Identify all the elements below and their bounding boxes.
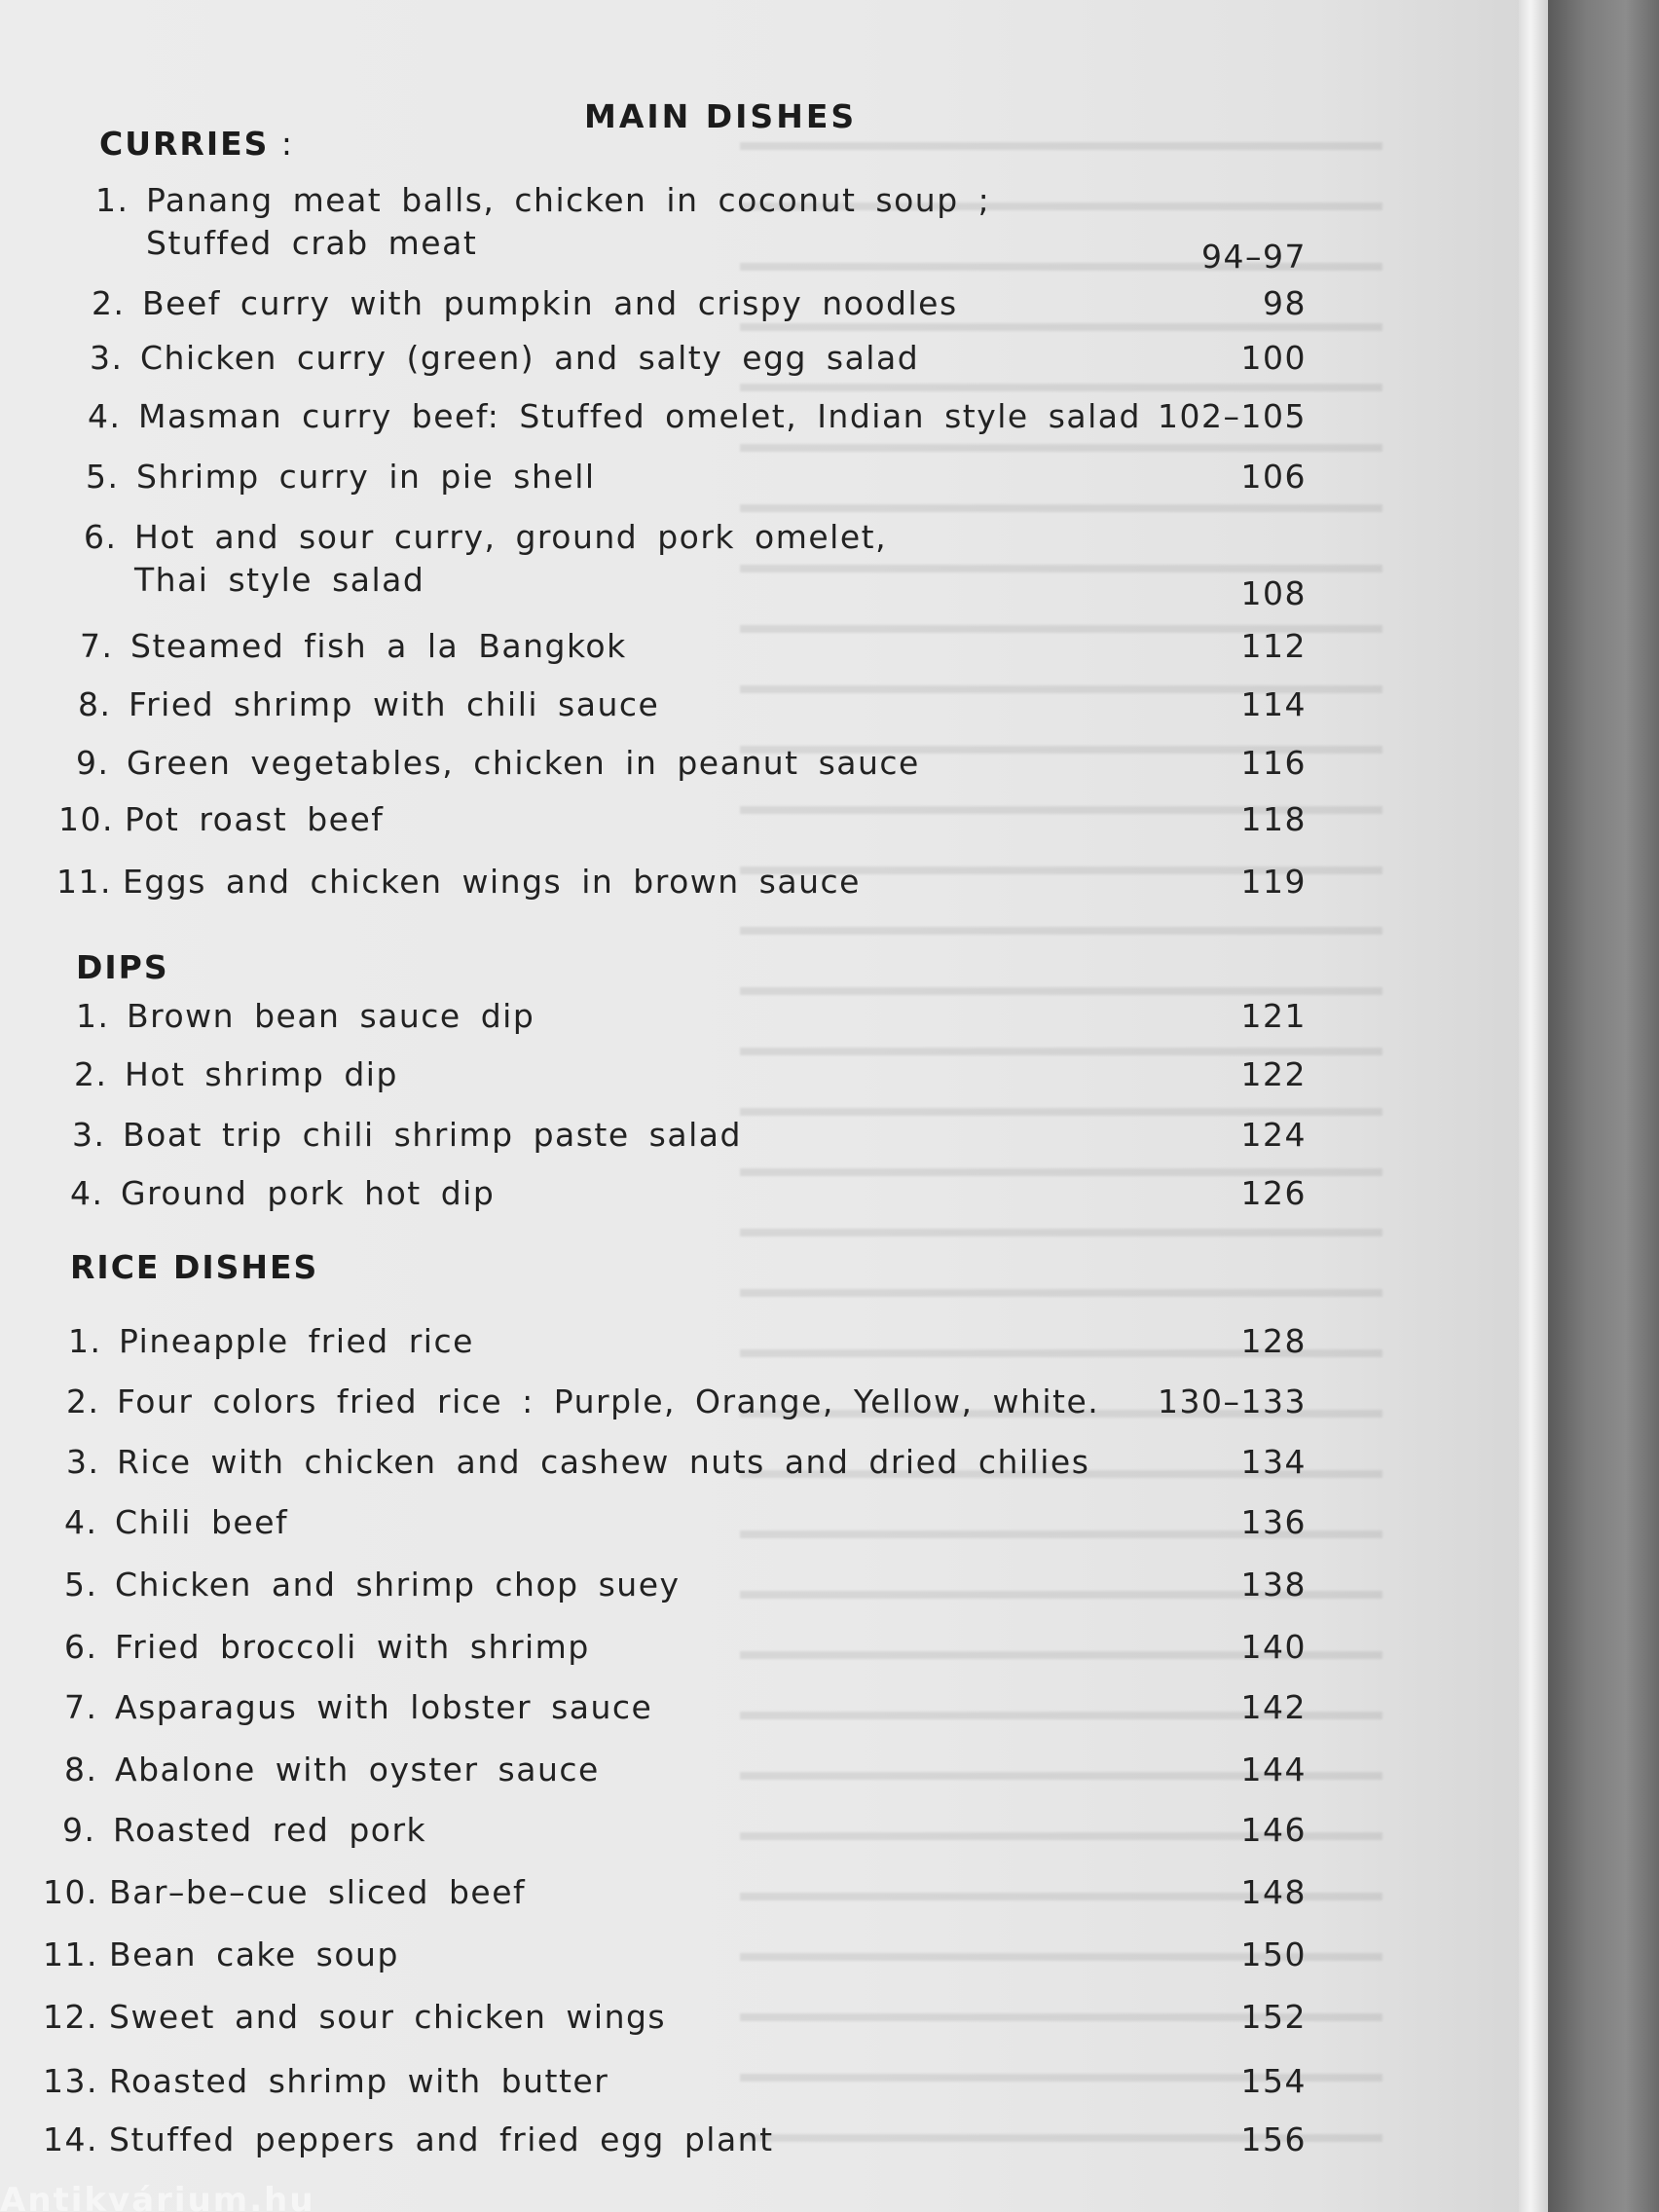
list-item [90, 339, 1307, 384]
section-heading-dips: DIPS [76, 948, 169, 986]
item-number: 2. [92, 284, 126, 322]
item-title: Stuffed peppers and fried egg plant [109, 2120, 774, 2158]
item-title: Chicken and shrimp chop suey [115, 1566, 681, 1604]
item-title: Rice with chicken and cashew nuts and dried chilies [117, 1443, 1090, 1481]
page-number: 121 [1240, 997, 1307, 1035]
item-title: Pineapple fried rice [119, 1322, 474, 1360]
list-item [45, 2120, 1307, 2165]
item-number: 10. [58, 800, 114, 838]
page-number: 112 [1240, 627, 1307, 665]
item-title: Beef curry with pumpkin and crispy noodles [142, 284, 958, 322]
item-number: 10. [43, 1873, 98, 1911]
page-number: 146 [1240, 1811, 1307, 1849]
item-title: Roasted shrimp with butter [109, 2062, 609, 2100]
item-title: Steamed fish a la Bangkok [130, 627, 627, 665]
section-heading-curries: CURRIES : [99, 125, 295, 163]
item-title: Abalone with oyster sauce [115, 1751, 600, 1788]
page-number: 134 [1240, 1443, 1307, 1481]
list-item [64, 1751, 1307, 1795]
item-number: 14. [43, 2120, 98, 2158]
list-item [80, 627, 1307, 672]
item-number: 11. [43, 1936, 98, 1973]
item-number: 8. [64, 1751, 98, 1788]
list-item [64, 1503, 1307, 1548]
page-number: 114 [1240, 685, 1307, 723]
page-number: 126 [1240, 1174, 1307, 1212]
item-number: 4. [64, 1503, 98, 1541]
item-title: Shrimp curry in pie shell [136, 458, 596, 496]
list-item [74, 1055, 1307, 1100]
list-item [84, 518, 1307, 619]
list-item [60, 800, 1307, 845]
page-number: 102–105 [1158, 397, 1307, 435]
item-number: 3. [66, 1443, 100, 1481]
item-number: 9. [62, 1811, 96, 1849]
page-number: 98 [1263, 284, 1307, 322]
item-title: Eggs and chicken wings in brown sauce [123, 863, 861, 901]
list-item [45, 1936, 1307, 1980]
page-edge [1519, 0, 1548, 2212]
page-number: 142 [1240, 1688, 1307, 1726]
item-number: 6. [64, 1628, 98, 1666]
page-number: 119 [1240, 863, 1307, 901]
page-number: 152 [1240, 1998, 1307, 2036]
page-number: 124 [1240, 1116, 1307, 1154]
item-title: Bean cake soup [109, 1936, 399, 1973]
list-item [45, 2062, 1307, 2107]
list-item [66, 1382, 1307, 1427]
page-number: 154 [1240, 2062, 1307, 2100]
item-number: 13. [43, 2062, 98, 2100]
list-item [72, 1116, 1307, 1161]
item-title-continued: Stuffed crab meat [146, 224, 478, 262]
item-number: 11. [56, 863, 112, 901]
page-number: 150 [1240, 1936, 1307, 1973]
list-item [45, 1998, 1307, 2043]
item-number: 2. [74, 1055, 108, 1093]
item-number: 1. [95, 181, 129, 219]
list-item [76, 997, 1307, 1042]
item-number: 2. [66, 1382, 100, 1420]
item-title: Brown bean sauce dip [127, 997, 535, 1035]
page-number: 156 [1240, 2120, 1307, 2158]
list-item [64, 1566, 1307, 1610]
item-title: Chicken curry (green) and salty egg salad [140, 339, 920, 377]
item-title: Roasted red pork [113, 1811, 427, 1849]
item-title: Fried shrimp with chili sauce [129, 685, 660, 723]
item-title: Asparagus with lobster sauce [115, 1688, 653, 1726]
item-number: 5. [64, 1566, 98, 1604]
list-item [66, 1443, 1307, 1488]
item-title: Ground pork hot dip [121, 1174, 496, 1212]
item-number: 6. [84, 518, 118, 556]
page-number: 144 [1240, 1751, 1307, 1788]
item-number: 7. [64, 1688, 98, 1726]
page-number: 138 [1240, 1566, 1307, 1604]
item-number: 9. [76, 744, 110, 782]
item-title: Pot roast beef [125, 800, 385, 838]
list-item [62, 1811, 1307, 1856]
item-title: Hot shrimp dip [125, 1055, 398, 1093]
item-title: Masman curry beef: Stuffed omelet, Indian style salad [138, 397, 1141, 435]
book-binding [1548, 0, 1659, 2212]
item-number: 1. [76, 997, 110, 1035]
page-number: 108 [1240, 574, 1307, 612]
item-title-continued: Thai style salad [134, 561, 425, 599]
page-number: 94–97 [1201, 238, 1307, 276]
list-item [64, 1628, 1307, 1673]
item-number: 3. [72, 1116, 106, 1154]
item-number: 8. [78, 685, 112, 723]
item-number: 3. [90, 339, 124, 377]
item-number: 4. [88, 397, 122, 435]
item-title: Sweet and sour chicken wings [109, 1998, 667, 2036]
item-title: Four colors fried rice : Purple, Orange, Yellow, white. [117, 1382, 1100, 1420]
item-number: 7. [80, 627, 114, 665]
item-title: Hot and sour curry, ground pork omelet, [134, 518, 888, 556]
list-item [58, 863, 1307, 907]
page-number: 130–133 [1158, 1382, 1307, 1420]
list-item [86, 458, 1307, 502]
list-item [45, 1873, 1307, 1918]
list-item [76, 744, 1307, 789]
page-number: 148 [1240, 1873, 1307, 1911]
list-item [78, 685, 1307, 730]
page-number: 100 [1240, 339, 1307, 377]
list-item [68, 1322, 1307, 1367]
item-title: Bar–be–cue sliced beef [109, 1873, 527, 1911]
list-item [64, 1688, 1307, 1733]
item-title: Fried broccoli with shrimp [115, 1628, 590, 1666]
page-title: MAIN DISHES [584, 97, 858, 135]
list-item [95, 181, 1307, 282]
item-title: Boat trip chili shrimp paste salad [123, 1116, 742, 1154]
page-number: 106 [1240, 458, 1307, 496]
page-number: 116 [1240, 744, 1307, 782]
page-number: 140 [1240, 1628, 1307, 1666]
item-title: Panang meat balls, chicken in coconut soup ; [146, 181, 991, 219]
item-number: 12. [43, 1998, 98, 2036]
item-number: 4. [70, 1174, 104, 1212]
section-heading-rice-dishes: RICE DISHES [70, 1248, 319, 1286]
item-number: 1. [68, 1322, 102, 1360]
item-title: Chili beef [115, 1503, 289, 1541]
list-item [92, 284, 1307, 329]
list-item [88, 397, 1307, 442]
list-item [70, 1174, 1307, 1219]
item-number: 5. [86, 458, 120, 496]
page-number: 128 [1240, 1322, 1307, 1360]
page-number: 122 [1240, 1055, 1307, 1093]
page-number: 118 [1240, 800, 1307, 838]
item-title: Green vegetables, chicken in peanut sauce [127, 744, 920, 782]
watermark: Antikvárium.hu [0, 2181, 315, 2212]
page-number: 136 [1240, 1503, 1307, 1541]
